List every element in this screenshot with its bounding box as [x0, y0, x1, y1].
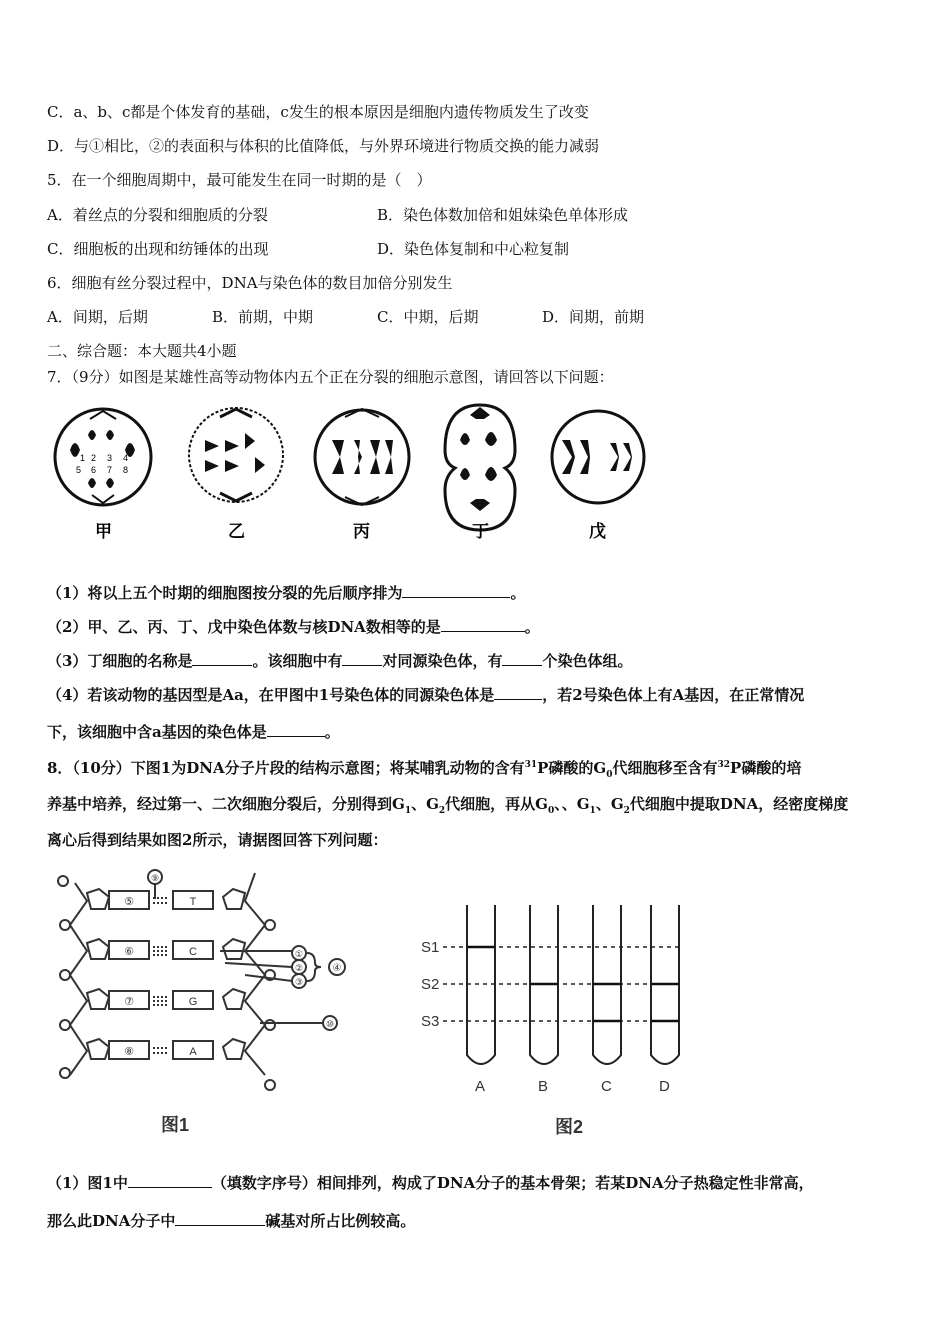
level-label: S2: [421, 976, 440, 993]
level-label: S1: [421, 939, 440, 956]
callout-label: ②: [294, 963, 304, 973]
base-letter: G: [188, 996, 198, 1008]
q8-stem-line2: 养基中培养，经过第一、二次细胞分裂后，分别得到$G_1$、$G_2$代细胞，再从$G_0$、、$G_1$、$G_2$代细胞中提取DNA，经密度梯度: [47, 795, 849, 816]
q8-stem-line1: 8．（10分）下图1为DNA分子片段的结构示意图；将某哺乳动物的含有$^{31}$P磷酸的$G_0$代细胞移至含有$^{32}$P磷酸的培: [47, 759, 802, 780]
chromosome-number: 8: [123, 465, 129, 475]
q7-part4-cont: 下，该细胞中含a基因的染色体是 。: [47, 723, 340, 741]
base-letter: A: [189, 1046, 197, 1058]
q5-option-c: C．细胞板的出现和纺锤体的出现: [47, 240, 269, 258]
q5-stem: 5．在一个细胞周期中，最可能发生在同一时期的是（ ）: [47, 171, 432, 189]
q5-option-a: A．着丝点的分裂和细胞质的分裂: [47, 206, 268, 224]
callout-label: ③: [294, 977, 304, 987]
callout-label: ④: [332, 963, 342, 974]
callout-label: ①: [294, 949, 304, 959]
q4-option-d: D．与①相比，②的表面积与体积的比值降低，与外界环境进行物质交换的能力减弱: [47, 137, 600, 155]
callout-label: ⑨: [150, 873, 160, 883]
q6-option-b: B．前期，中期: [212, 308, 314, 326]
q8-part1: （1）图1中 （填数字序号）相间排列，构成了DNA分子的基本骨架；若某DNA分子热稳定性非常高，: [47, 1174, 814, 1192]
q8-stem-line3: 离心后得到结果如图2所示，请据图回答下列问题：: [47, 831, 388, 849]
answer-blank[interactable]: [192, 651, 252, 666]
base-number: ⑤: [124, 896, 134, 908]
q7-part1: （1）将以上五个时期的细胞图按分裂的先后顺序排为 。: [47, 584, 526, 602]
base-number: ⑧: [124, 1046, 134, 1058]
q7-part3: （3）丁细胞的名称是 。该细胞中有 对同源染色体，有 个染色体组。: [47, 652, 633, 670]
section-heading: 二、综合题：本大题共4小题: [47, 342, 237, 360]
centrifuge-tubes-figure: [415, 895, 695, 1145]
base-letter: C: [189, 946, 197, 958]
q6-option-c: C．中期，后期: [377, 308, 479, 326]
q4-option-c: C．a、b、c都是个体发育的基础，c发生的根本原因是细胞内遗传物质发生了改变: [47, 103, 589, 121]
answer-blank[interactable]: [267, 722, 325, 737]
q6-stem: 6．细胞有丝分裂过程中，DNA与染色体的数目加倍分别发生: [47, 274, 453, 292]
chromosome-number: 2: [91, 453, 97, 463]
tube-label: B: [538, 1078, 549, 1095]
chromosome-number: 6: [91, 465, 97, 475]
answer-blank[interactable]: [502, 651, 542, 666]
cell-label-jia: 甲: [95, 522, 112, 542]
q5-option-b: B．染色体数加倍和姐妹染色单体形成: [377, 206, 629, 224]
base-number: ⑥: [124, 946, 134, 958]
chromosome-number: 4: [123, 453, 129, 463]
chromosome-number: 3: [107, 453, 113, 463]
chromosome-number: 5: [76, 465, 82, 475]
answer-blank[interactable]: [342, 651, 382, 666]
chromosome-number: 7: [107, 465, 113, 475]
cell-label-wu: 戊: [589, 522, 606, 542]
cell-ding: [445, 405, 515, 530]
figure2-caption: 图2: [555, 1117, 584, 1137]
base-number: ⑦: [124, 996, 134, 1008]
callout-label: ⑩: [325, 1019, 335, 1029]
tube-label: D: [659, 1078, 670, 1095]
answer-blank[interactable]: [441, 617, 525, 632]
cell-label-ding: 丁: [472, 522, 489, 542]
q8-part1-cont: 那么此DNA分子中 碱基对所占比例较高。: [47, 1212, 416, 1230]
cell-jia: [55, 409, 151, 505]
chromosome-number: 1: [80, 453, 86, 463]
answer-blank[interactable]: [175, 1211, 265, 1226]
tube-label: C: [601, 1078, 612, 1095]
figure1-caption: 图1: [160, 1115, 190, 1135]
base-letter: T: [189, 896, 197, 908]
q7-stem: 7．（9分）如图是某雄性高等动物体内五个正在分裂的细胞示意图，请回答以下问题：: [47, 368, 614, 386]
q6-option-d: D．间期，前期: [542, 308, 645, 326]
answer-blank[interactable]: [128, 1173, 212, 1188]
cell-label-yi: 乙: [228, 522, 245, 542]
cell-bing: [315, 409, 409, 505]
answer-blank[interactable]: [494, 685, 542, 700]
q6-option-a: A．间期，后期: [47, 308, 148, 326]
q7-part4: （4）若该动物的基因型是Aa，在甲图中1号染色体的同源染色体是 ，若2号染色体上有A基因，在正常情况: [47, 686, 805, 704]
cell-wu: [552, 411, 644, 503]
q7-cell-figure: [40, 395, 660, 555]
cell-yi: [189, 408, 283, 502]
tube-label: A: [475, 1078, 486, 1095]
q5-option-d: D．染色体复制和中心粒复制: [377, 240, 570, 258]
answer-blank[interactable]: [402, 583, 510, 598]
dna-structure-figure: [45, 863, 365, 1148]
level-label: S3: [421, 1013, 440, 1030]
q7-part2: （2）甲、乙、丙、丁、戊中染色体数与核DNA数相等的是 。: [47, 618, 540, 636]
cell-label-bing: 丙: [353, 522, 370, 542]
